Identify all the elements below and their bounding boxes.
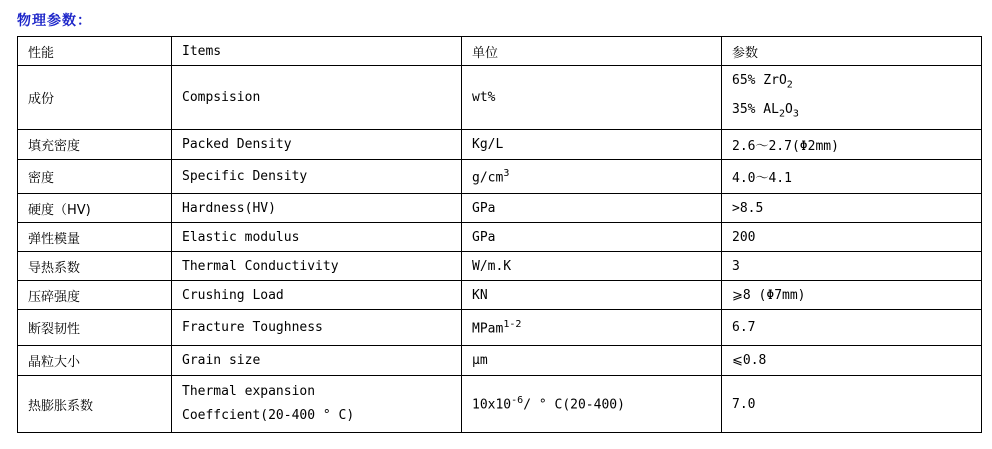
row-unit: KN: [462, 281, 722, 310]
row-property: 弹性模量: [18, 223, 172, 252]
row-property: 热膨胀系数: [18, 376, 172, 433]
table-row: [18, 194, 982, 223]
row-value: ⩾8 (Φ7mm): [722, 281, 982, 310]
table-row: [18, 310, 982, 346]
row-unit: GPa: [462, 223, 722, 252]
row-property: 密度: [18, 160, 172, 194]
row-item: Fracture Toughness: [172, 310, 462, 346]
row-property: 硬度（HV): [18, 194, 172, 223]
row-item: Packed Density: [172, 130, 462, 160]
row-value: 7.0: [722, 376, 982, 433]
header-value: 参数: [722, 37, 982, 66]
header-property: 性能: [18, 37, 172, 66]
row-value: 3: [722, 252, 982, 281]
row-item: Crushing Load: [172, 281, 462, 310]
row-item: Elastic modulus: [172, 223, 462, 252]
table-row: [18, 346, 982, 376]
row-unit: Kg/L: [462, 130, 722, 160]
row-value: 6.7: [722, 310, 982, 346]
row-item: Thermal Conductivity: [172, 252, 462, 281]
table-row: [18, 160, 982, 194]
row-property: 导热系数: [18, 252, 172, 281]
row-value: [722, 66, 982, 130]
row-unit: GPa: [462, 194, 722, 223]
row-property: 填充密度: [18, 130, 172, 160]
row-item: Grain size: [172, 346, 462, 376]
row-value: 2.6～2.7(Φ2mm): [722, 130, 982, 160]
row-unit: wt%: [462, 66, 722, 130]
row-item: [172, 376, 462, 433]
table-row: [18, 252, 982, 281]
row-value: ⩽0.8: [722, 346, 982, 376]
item-line: Coeffcient(20-400 ° C): [182, 408, 355, 423]
row-unit: $g/cm^3$: [462, 160, 722, 194]
row-property: 压碎强度: [18, 281, 172, 310]
header-unit: 单位: [462, 37, 722, 66]
table-row: [18, 376, 982, 433]
section-heading: 物理参数：: [17, 13, 92, 29]
row-item: Compsision: [172, 66, 462, 130]
row-unit: $10x10^{-6}/$ ° C(20-400): [462, 376, 722, 433]
row-property: 晶粒大小: [18, 346, 172, 376]
table-row: [18, 223, 982, 252]
row-unit: MPam$^{1-2}$: [462, 310, 722, 346]
header-items: Items: [172, 37, 462, 66]
table-row: [18, 281, 982, 310]
row-unit: W/m.K: [462, 252, 722, 281]
table-row: [18, 130, 982, 160]
value-line: 65% ZrO$_2$: [732, 72, 793, 91]
row-value: 200: [722, 223, 982, 252]
row-item: Hardness(HV): [172, 194, 462, 223]
item-line: Thermal expansion: [182, 384, 316, 399]
row-unit: μm: [462, 346, 722, 376]
row-value: >8.5: [722, 194, 982, 223]
table-row: [18, 66, 982, 130]
row-value: 4.0～4.1: [722, 160, 982, 194]
row-item: Specific Density: [172, 160, 462, 194]
row-property: 成份: [18, 66, 172, 130]
value-line: 35% $AL_2O_3$: [732, 101, 799, 120]
row-property: 断裂韧性: [18, 310, 172, 346]
physical-parameters-table: [17, 36, 982, 433]
table-header-row: [18, 37, 982, 66]
